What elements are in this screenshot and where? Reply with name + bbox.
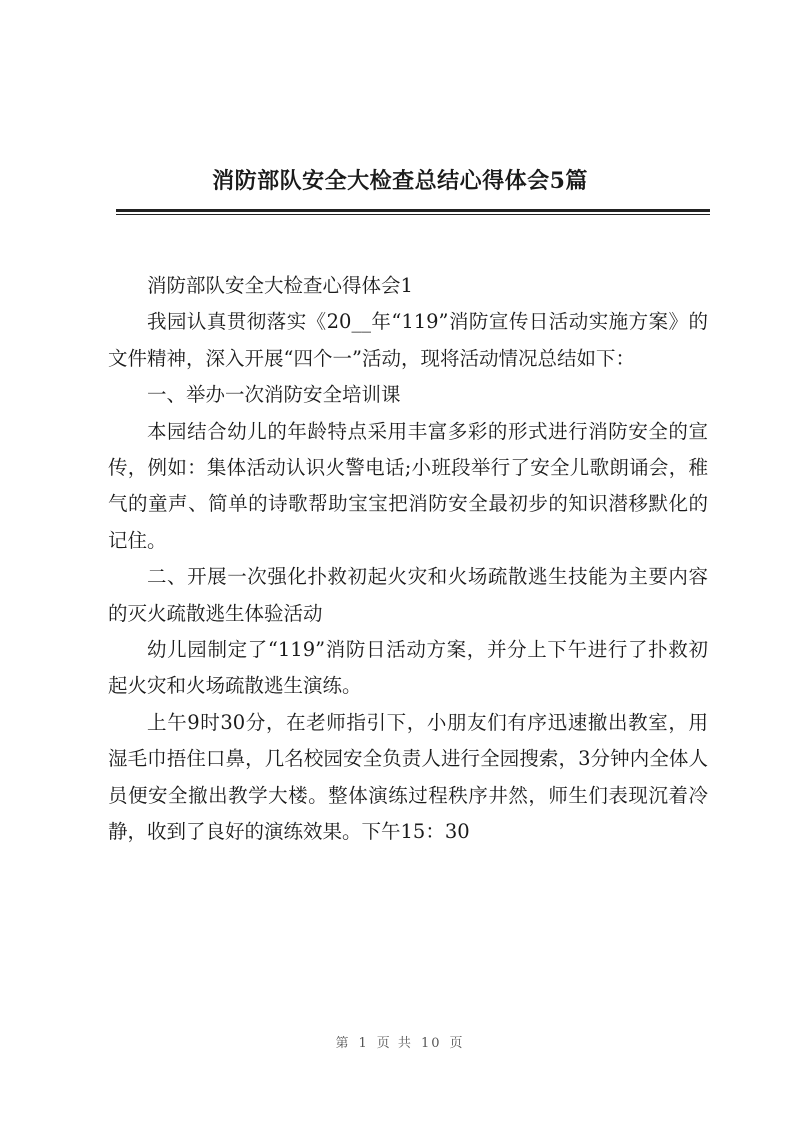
document-body bbox=[108, 268, 708, 851]
page-footer bbox=[0, 1032, 800, 1051]
footer-middle: 页 共 bbox=[376, 1036, 413, 1051]
title-rule-thin bbox=[116, 214, 710, 215]
footer-total-pages: 10 bbox=[420, 1036, 442, 1051]
paragraph: 本园结合幼儿的年龄特点采用丰富多彩的形式进行消防安全的宣传，例如：集体活动认识火警电话;小班段举行了安全儿歌朗诵会，稚气的童声、简单的诗歌帮助宝宝把消防安全最初步的知识潜移默化的记住。 bbox=[108, 419, 708, 552]
document-title: 消防部队安全大检查总结心得体会5篇 bbox=[212, 168, 588, 194]
footer-prefix: 第 bbox=[335, 1036, 351, 1051]
paragraph: 幼儿园制定了“119”消防日活动方案，并分上下午进行了扑救初起火灾和火场疏散逃生演练。 bbox=[108, 638, 708, 698]
section-heading: 消防部队安全大检查心得体会1 bbox=[147, 274, 413, 297]
footer-page-number: 1 bbox=[358, 1036, 369, 1051]
paragraph: 上午9时30分，在老师指引下，小朋友们有序迅速撤出教室，用湿毛巾捂住口鼻，几名校园安全负责人进行全园搜索，3分钟内全体人员便安全撤出教学大楼。整体演练过程秩序井然，师生们表现沉着冷静，收到了良好的演练效果。下午15：30 bbox=[108, 710, 708, 844]
subheading: 二、开展一次强化扑救初起火灾和火场疏散逃生技能为主要内容的灭火疏散逃生体验活动 bbox=[108, 565, 708, 625]
subheading: 一、举办一次消防安全培训课 bbox=[147, 383, 401, 407]
paragraph: 我园认真贯彻落实《20__年“119”消防宣传日活动实施方案》的文件精神，深入开展“四个一”活动，现将活动情况总结如下： bbox=[108, 310, 708, 370]
footer-suffix: 页 bbox=[449, 1036, 465, 1051]
title-rule-thick bbox=[116, 209, 710, 212]
